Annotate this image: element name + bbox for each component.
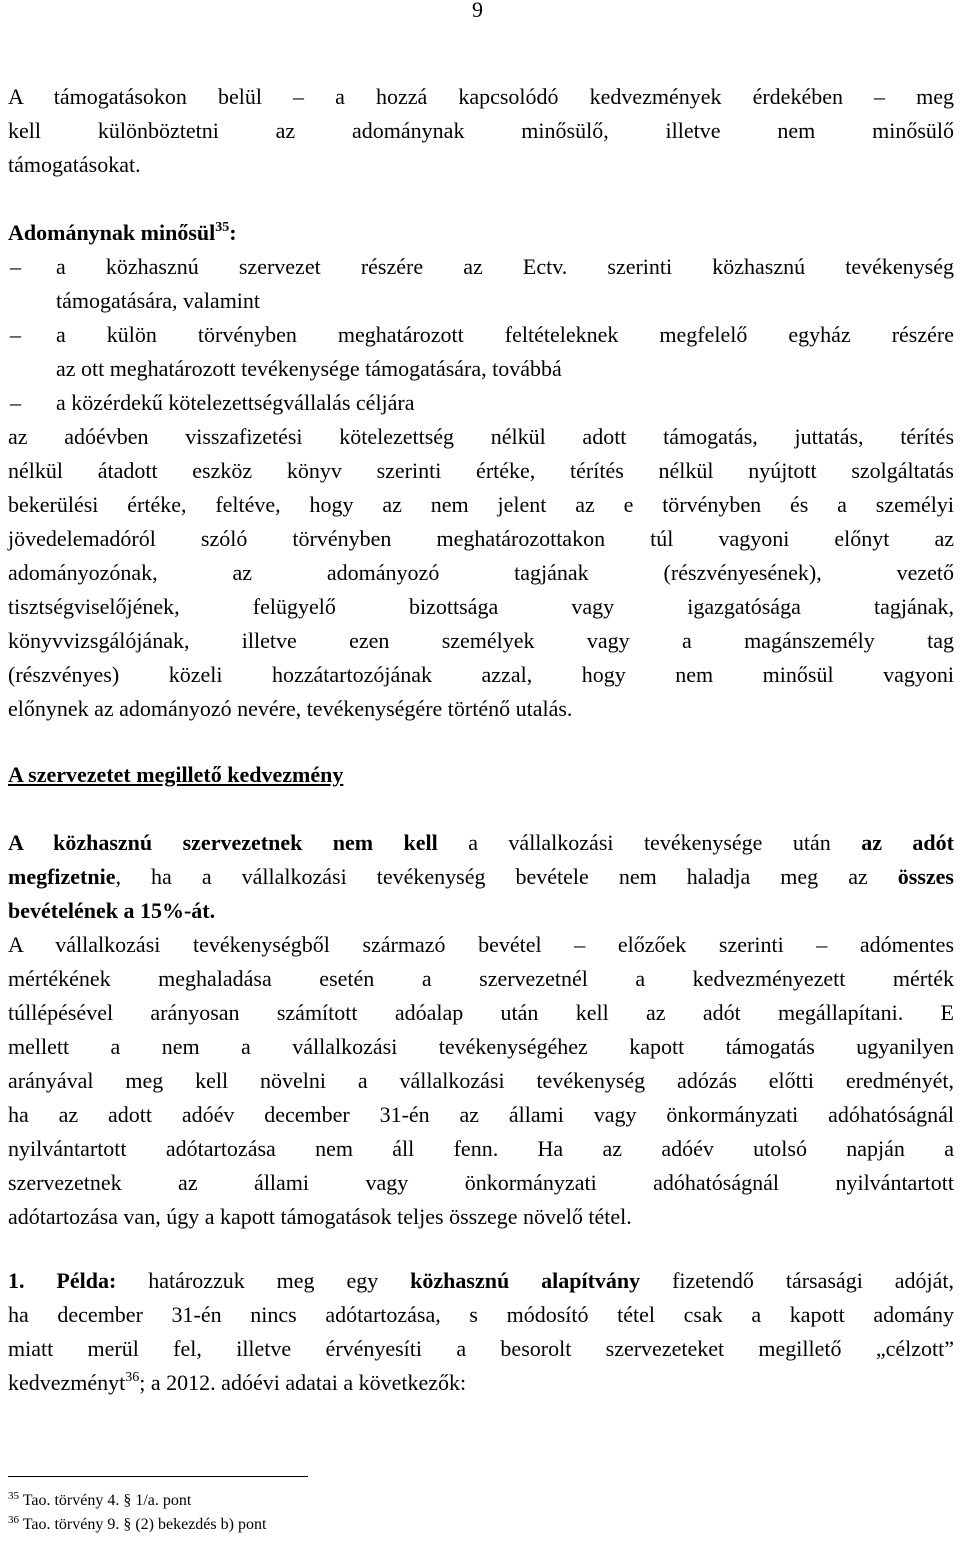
paragraph-line: 1. Példa: határozzuk meg egy közhasznú alapítvány fizetendő társasági adóját, — [8, 1268, 954, 1293]
paragraph-line: adományozónak, az adományozó tagjának (részvényesének), vezető — [8, 560, 954, 585]
footnote-ref-36[interactable]: 36 — [125, 1370, 140, 1385]
paragraph-line: bekerülési értéke, feltéve, hogy az nem jelent az e törvényben és a személyi — [8, 492, 954, 517]
paragraph-line: kedvezményt$^{36}$; a 2012. adóévi adatai a következők: — [8, 1370, 467, 1395]
paragraph-line: könyvvizsgálójának, illetve ezen személyek vagy a magánszemély tag — [8, 628, 954, 653]
paragraph-line: nyilvántartott adótartozása nem áll fenn. Ha az adóév utolsó napján a — [8, 1136, 954, 1161]
intro-line: A támogatásokon belül – a hozzá kapcsolódó kedvezmények érdekében – meg — [8, 84, 954, 109]
example-paragraph — [8, 1264, 954, 1400]
paragraph-line: mértékének meghaladása esetén a szervezetnél a kedvezményezett mérték — [8, 966, 954, 991]
adomany-section — [8, 216, 954, 726]
list-item-continuation: támogatására, valamint — [56, 288, 261, 313]
footnote: $^{36}$ Tao. törvény 9. § (2) bekezdés b) pont — [8, 1514, 267, 1533]
paragraph-line: ha december 31-én nincs adótartozása, s módosító tétel csak a kapott adomány — [8, 1302, 954, 1327]
paragraph-line: megfizetnie, ha a vállalkozási tevékenység bevétele nem haladja meg az összes — [8, 864, 954, 889]
paragraph-line: A vállalkozási tevékenységből származó bevétel – előzőek szerinti – adómentes — [8, 932, 954, 957]
paragraph-line: nélkül átadott eszköz könyv szerinti értéke, térítés nélkül nyújtott szolgáltatás — [8, 458, 954, 483]
list-item: – a közhasznú szervezet részére az Ectv. szerinti közhasznú tevékenység — [8, 250, 954, 284]
footnote-ref-35[interactable]: 35 — [215, 220, 230, 235]
paragraph-line: jövedelemadóról szóló törvényben meghatározottakon túl vagyoni előnyt az — [8, 526, 954, 551]
list-item: – a külön törvényben meghatározott feltételeknek megfelelő egyház részére — [8, 318, 954, 352]
paragraph-line: adótartozása van, úgy a kapott támogatások teljes összege növelő tétel. — [8, 1204, 632, 1229]
list-item: – a közérdekű kötelezettségvállalás céljára — [8, 386, 954, 420]
list-item-continuation: az ott meghatározott tevékenysége támogatására, továbbá — [56, 356, 562, 381]
paragraph-line: túllépésével arányosan számított adóalap után kell az adót megállapítani. E — [8, 1000, 954, 1025]
example-label: 1. Példa: — [8, 1268, 117, 1293]
paragraph-line: A közhasznú szervezetnek nem kell a vállalkozási tevékenysége után az adót — [8, 830, 954, 855]
paragraph-line: ha az adott adóév december 31-én az állami vagy önkormányzati adóhatóságnál — [8, 1102, 954, 1127]
intro-paragraph — [8, 80, 954, 182]
intro-line: kell különböztetni az adománynak minősülő, illetve nem minősülő — [8, 118, 954, 143]
page-number: 9 — [472, 0, 483, 22]
paragraph-line: arányával meg kell növelni a vállalkozási tevékenység adózás előtti eredményét, — [8, 1068, 954, 1093]
paragraph-line: az adóévben visszafizetési kötelezettség nélkül adott támogatás, juttatás, térítés — [8, 424, 954, 449]
adomany-heading: Adománynak minősül$^{35}$: — [8, 220, 237, 245]
section-heading: A szervezetet megillető kedvezmény — [8, 762, 344, 787]
dash-bullet-icon: – — [10, 390, 21, 415]
paragraph-line: (részvényes) közeli hozzátartozójának azzal, hogy nem minősül vagyoni — [8, 662, 954, 687]
paragraph-line: szervezetnek az állami vagy önkormányzati adóhatóságnál nyilvántartott — [8, 1170, 954, 1195]
footnote: $^{35}$ Tao. törvény 4. § 1/a. pont — [8, 1490, 192, 1509]
paragraph-line: tisztségviselőjének, felügyelő bizottsága vagy igazgatósága tagjának, — [8, 594, 954, 619]
dash-bullet-icon: – — [10, 254, 21, 279]
paragraph-line: bevételének a 15%-át. — [8, 898, 216, 923]
kedvezmeny-paragraph — [8, 826, 954, 1234]
paragraph-line: mellett a nem a vállalkozási tevékenységéhez kapott támogatás ugyanilyen — [8, 1034, 954, 1059]
dash-bullet-icon: – — [10, 322, 21, 347]
paragraph-line: előnynek az adományozó nevére, tevékenységére történő utalás. — [8, 696, 573, 721]
paragraph-line: miatt merül fel, illetve érvényesíti a besorolt szervezeteket megillető „célzott” — [8, 1336, 954, 1361]
intro-line: támogatásokat. — [8, 152, 141, 177]
footnote-separator — [8, 1476, 308, 1477]
